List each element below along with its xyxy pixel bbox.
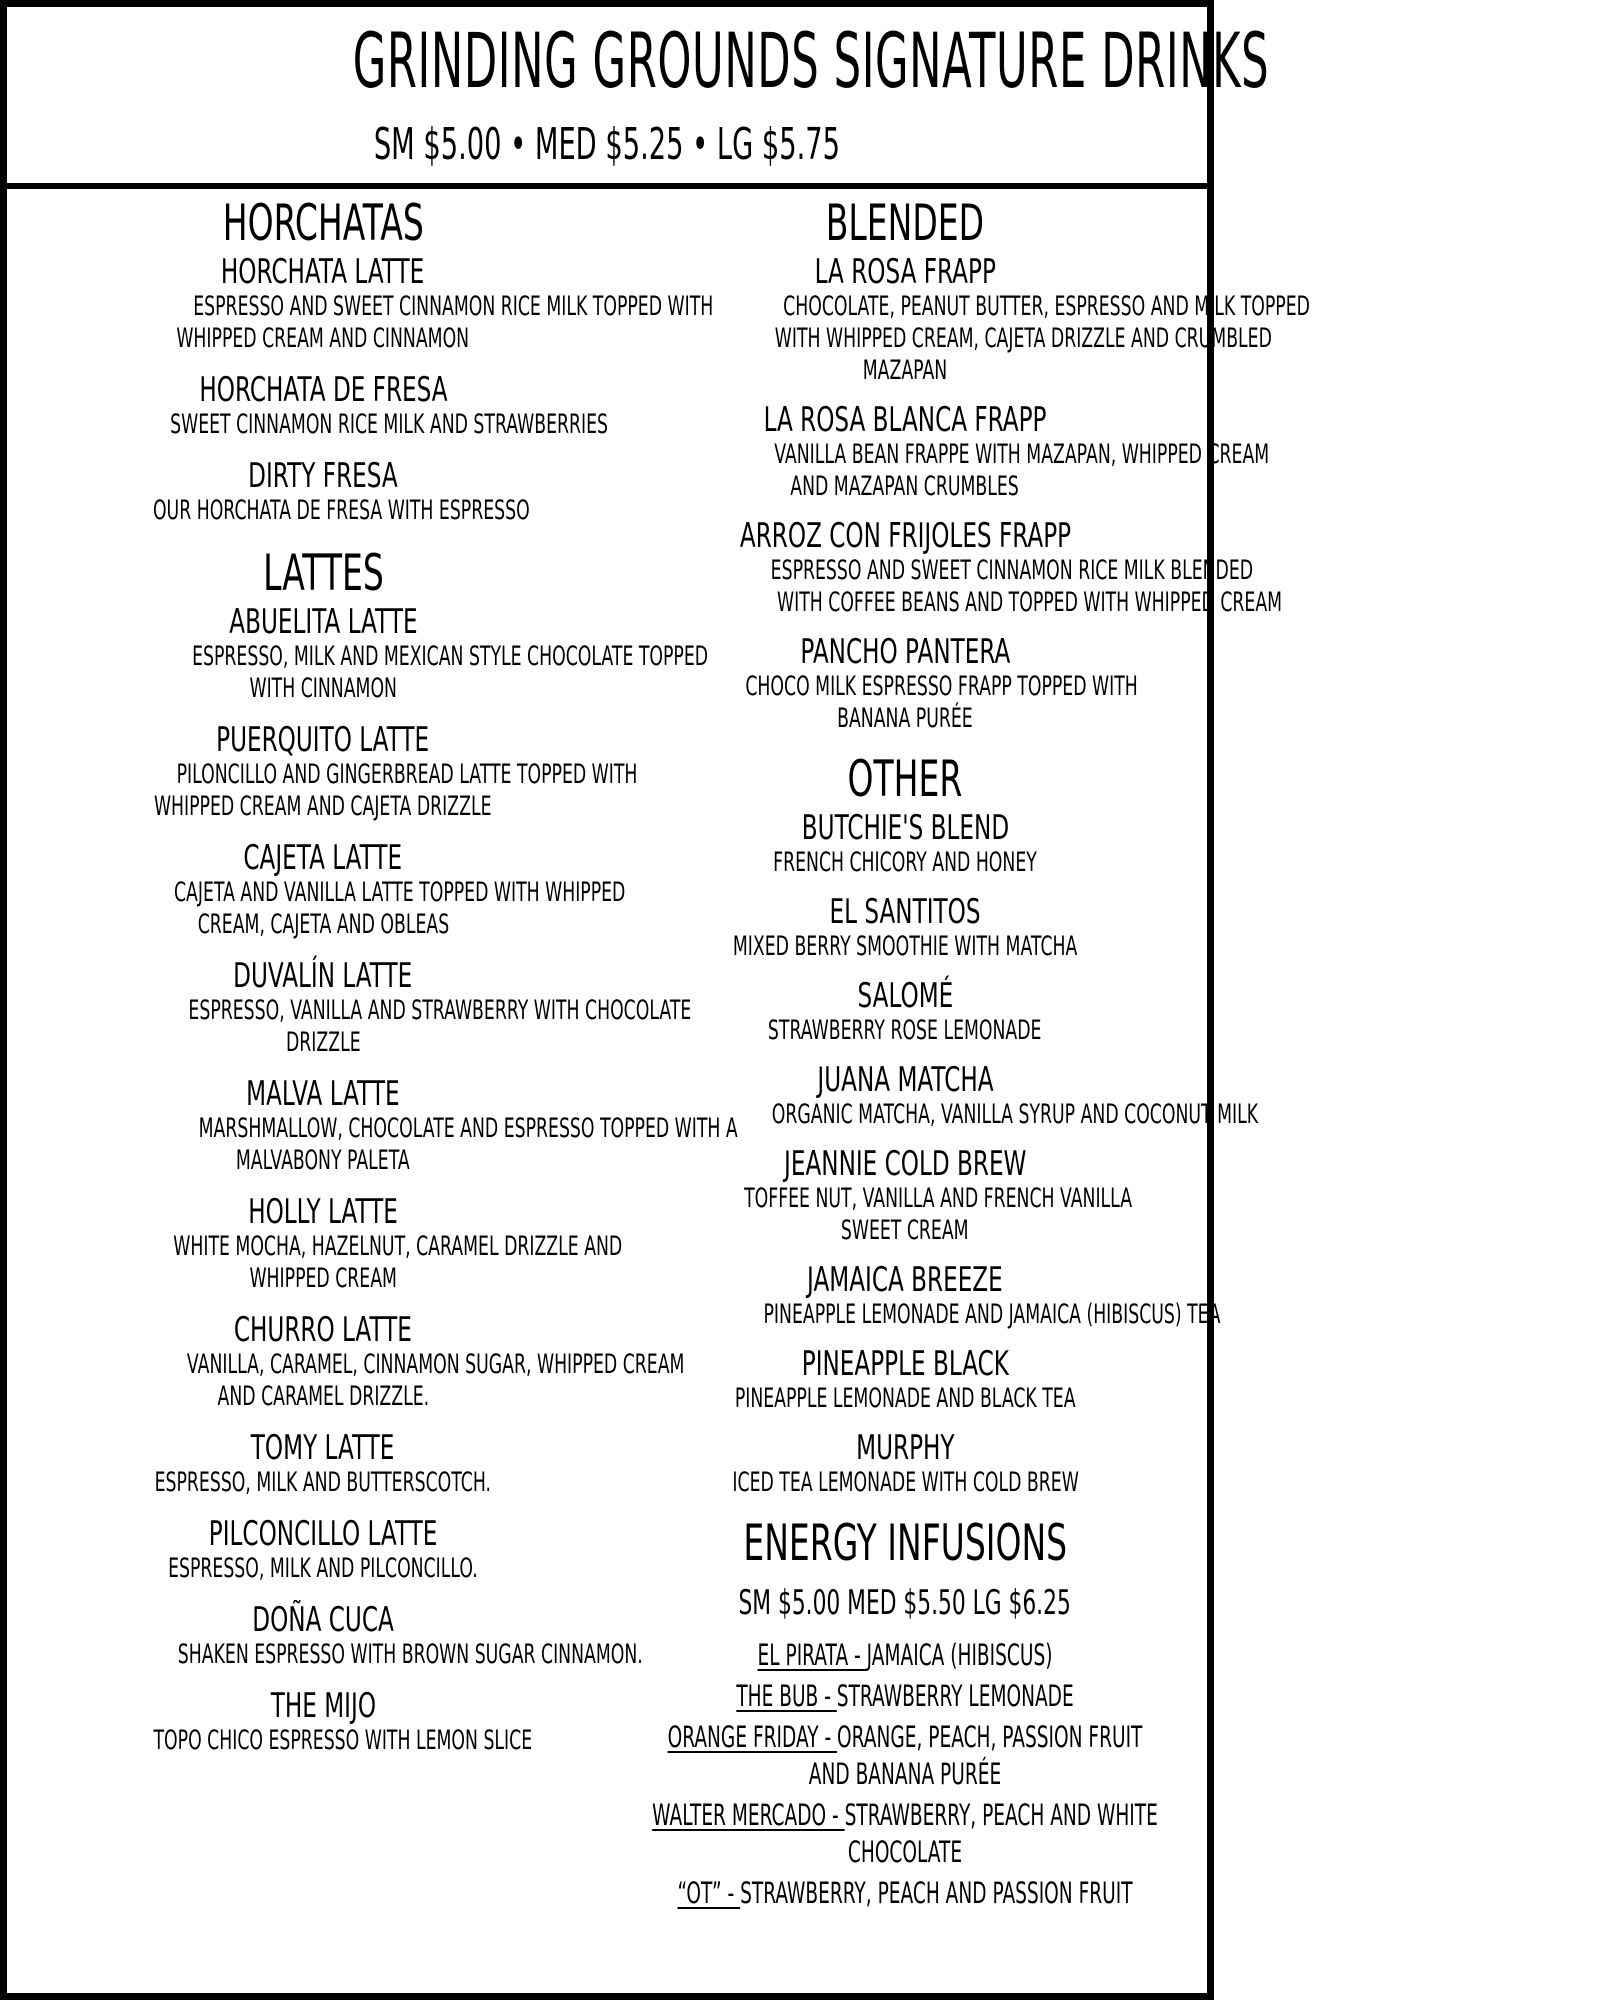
menu-prices: SM $5.00 • MED $5.25 • LG $5.75 — [373, 119, 841, 170]
item-description: ESPRESSO, MILK AND MEXICAN STYLE CHOCOLATE TOPPED WITH CINNAMON — [192, 641, 709, 704]
menu-item — [635, 977, 1175, 1047]
menu-item — [47, 602, 709, 705]
item-name: DIRTY FRESA — [248, 456, 398, 496]
item-name: PANCHO PANTERA — [800, 632, 1010, 672]
infusion-item — [635, 1637, 1175, 1674]
menu-item — [635, 1260, 1221, 1331]
item-name: JEANNIE COLD BREW — [783, 1144, 1027, 1184]
item-name: ARROZ CON FRIJOLES FRAPP — [739, 516, 1071, 556]
infusion-description: STRAWBERRY LEMONADE — [836, 1679, 1074, 1713]
menu-item — [47, 370, 608, 441]
item-description: ORGANIC MATCHA, VANILLA SYRUP AND COCONUT MILK — [771, 1099, 1259, 1130]
item-description: FRENCH CHICORY AND HONEY — [773, 847, 1037, 878]
item-name: HOLLY LATTE — [248, 1192, 398, 1232]
item-name: PILCONCILLO LATTE — [208, 1514, 438, 1554]
menu-item — [47, 720, 638, 823]
item-description: PINEAPPLE LEMONADE AND JAMAICA (HIBISCUS) TEA — [763, 1299, 1221, 1330]
left-column — [47, 193, 738, 1773]
item-description: ESPRESSO AND SWEET CINNAMON RICE MILK BLENDED WITH COFFEE BEANS AND TOPPED WITH WHIPPED CREAM — [770, 555, 1283, 618]
item-description: WHITE MOCHA, HAZELNUT, CARAMEL DRIZZLE AND WHIPPED CREAM — [173, 1231, 623, 1294]
menu-item — [47, 457, 599, 527]
item-description: MIXED BERRY SMOOTHIE WITH MATCHA — [732, 931, 1078, 962]
infusion-name: WALTER MERCADO - — [652, 1798, 845, 1832]
item-name: JUANA MATCHA — [816, 1060, 994, 1100]
item-description: STRAWBERRY ROSE LEMONADE — [768, 1015, 1042, 1046]
infusion-name: EL PIRATA - — [757, 1638, 867, 1672]
section-title: ENERGY INFUSIONS — [743, 1514, 1067, 1572]
section-blended — [635, 193, 1310, 735]
item-description: PILONCILLO AND GINGERBREAD LATTE TOPPED WITH WHIPPED CREAM AND CAJETA DRIZZLE — [154, 759, 638, 822]
item-name: CHURRO LATTE — [233, 1310, 413, 1350]
menu-item — [47, 838, 626, 941]
item-name: PINEAPPLE BLACK — [801, 1344, 1009, 1384]
menu-item — [47, 1600, 643, 1671]
item-description: ESPRESSO AND SWEET CINNAMON RICE MILK TOPPED WITH WHIPPED CREAM AND CINNAMON — [176, 291, 714, 354]
item-name: LA ROSA BLANCA FRAPP — [763, 400, 1047, 440]
item-name: PUERQUITO LATTE — [216, 720, 430, 760]
menu-item — [47, 956, 692, 1059]
section-title: LATTES — [262, 544, 384, 602]
energy-prices: SM $5.00 MED $5.50 LG $6.25 — [738, 1583, 1072, 1623]
infusion-description: STRAWBERRY, PEACH AND PASSION FRUIT — [740, 1876, 1133, 1910]
infusion-description: STRAWBERRY, PEACH AND WHITE CHOCOLATE — [844, 1798, 1158, 1869]
item-description: PINEAPPLE LEMONADE AND BLACK TEA — [734, 1383, 1076, 1414]
item-name: HORCHATA DE FRESA — [198, 370, 448, 410]
item-name: LA ROSA FRAPP — [814, 252, 996, 292]
menu-item — [635, 1060, 1259, 1131]
menu-item — [635, 633, 1175, 735]
item-name: BUTCHIE'S BLEND — [801, 808, 1009, 848]
item-description: VANILLA BEAN FRAPPE WITH MAZAPAN, WHIPPED CREAM AND MAZAPAN CRUMBLES — [774, 439, 1270, 502]
menu-item — [635, 893, 1175, 963]
menu-item — [635, 516, 1283, 619]
item-description: ESPRESSO, MILK AND BUTTERSCOTCH. — [154, 1467, 492, 1498]
menu-title: GRINDING GROUNDS SIGNATURE DRINKS — [352, 16, 1270, 105]
infusion-description: ORANGE, PEACH, PASSION FRUIT AND BANANA PURÉE — [808, 1720, 1143, 1791]
menu-item — [47, 1429, 599, 1499]
item-description: ESPRESSO, VANILLA AND STRAWBERRY WITH CHOCOLATE DRIZZLE — [188, 995, 692, 1058]
item-description: CAJETA AND VANILLA LATTE TOPPED WITH WHIPPED CREAM, CAJETA AND OBLEAS — [173, 877, 626, 940]
item-name: DOÑA CUCA — [252, 1600, 394, 1640]
menu-header — [7, 7, 1270, 189]
menu-item — [47, 1074, 738, 1177]
item-description: CHOCO MILK ESPRESSO FRAPP TOPPED WITH BANANA PURÉE — [745, 671, 1138, 734]
item-name: CAJETA LATTE — [243, 838, 403, 878]
infusion-name: ORANGE FRIDAY - — [667, 1720, 838, 1754]
item-description: SWEET CINNAMON RICE MILK AND STRAWBERRIES — [170, 409, 608, 440]
infusion-item — [635, 1678, 1175, 1715]
infusion-item — [635, 1719, 1175, 1793]
menu-item — [635, 1145, 1175, 1247]
section-title: BLENDED — [825, 194, 985, 252]
infusion-name: THE BUB - — [736, 1679, 837, 1713]
section-lattes — [47, 543, 738, 1757]
item-description: OUR HORCHATA DE FRESA WITH ESPRESSO — [152, 495, 530, 526]
item-name: MURPHY — [855, 1428, 955, 1468]
infusion-description: JAMAICA (HIBISCUS) — [866, 1638, 1053, 1672]
menu-item — [47, 1310, 685, 1413]
section-energy-infusions — [635, 1513, 1175, 1912]
item-name: EL SANTITOS — [829, 892, 981, 932]
menu-item — [635, 252, 1310, 387]
menu-item — [635, 809, 1175, 879]
item-name: TOMY LATTE — [251, 1428, 395, 1468]
infusion-item — [635, 1875, 1175, 1912]
item-description: MARSHMALLOW, CHOCOLATE AND ESPRESSO TOPPED WITH A MALVABONY PALETA — [198, 1113, 738, 1176]
item-description: VANILLA, CARAMEL, CINNAMON SUGAR, WHIPPED CREAM AND CARAMEL DRIZZLE. — [186, 1349, 685, 1412]
section-horchatas — [47, 193, 714, 527]
infusion-item — [635, 1797, 1175, 1871]
menu-item — [47, 1687, 599, 1757]
item-name: DUVALÍN LATTE — [233, 956, 413, 996]
item-name: JAMAICA BREEZE — [807, 1260, 1003, 1300]
section-title: OTHER — [847, 750, 963, 808]
section-other — [635, 749, 1259, 1499]
item-name: ABUELITA LATTE — [228, 602, 418, 642]
item-description: ICED TEA LEMONADE WITH COLD BREW — [732, 1467, 1079, 1498]
menu-item — [47, 1515, 599, 1585]
menu-item — [47, 1192, 623, 1295]
item-description: ESPRESSO, MILK AND PILCONCILLO. — [168, 1553, 478, 1584]
menu-item — [635, 1429, 1175, 1499]
item-description: SHAKEN ESPRESSO WITH BROWN SUGAR CINNAMON. — [177, 1639, 643, 1670]
item-description: TOPO CHICO ESPRESSO WITH LEMON SLICE — [153, 1725, 533, 1756]
item-name: MALVA LATTE — [246, 1074, 400, 1114]
menu-item — [635, 400, 1270, 503]
right-column — [635, 193, 1310, 1916]
infusion-name: “OT” - — [677, 1876, 741, 1910]
item-name: THE MIJO — [270, 1686, 376, 1726]
item-description: CHOCOLATE, PEANUT BUTTER, ESPRESSO AND MILK TOPPED WITH WHIPPED CREAM, CAJETA DRIZZLE AND CRUMBLED MAZAPAN — [774, 291, 1310, 386]
menu-item — [635, 1345, 1175, 1415]
menu-item — [47, 252, 714, 355]
item-name: HORCHATA LATTE — [221, 252, 425, 292]
item-name: SALOMÉ — [857, 976, 953, 1016]
section-title: HORCHATAS — [222, 194, 424, 252]
item-description: TOFFEE NUT, VANILLA AND FRENCH VANILLA SWEET CREAM — [744, 1183, 1133, 1246]
